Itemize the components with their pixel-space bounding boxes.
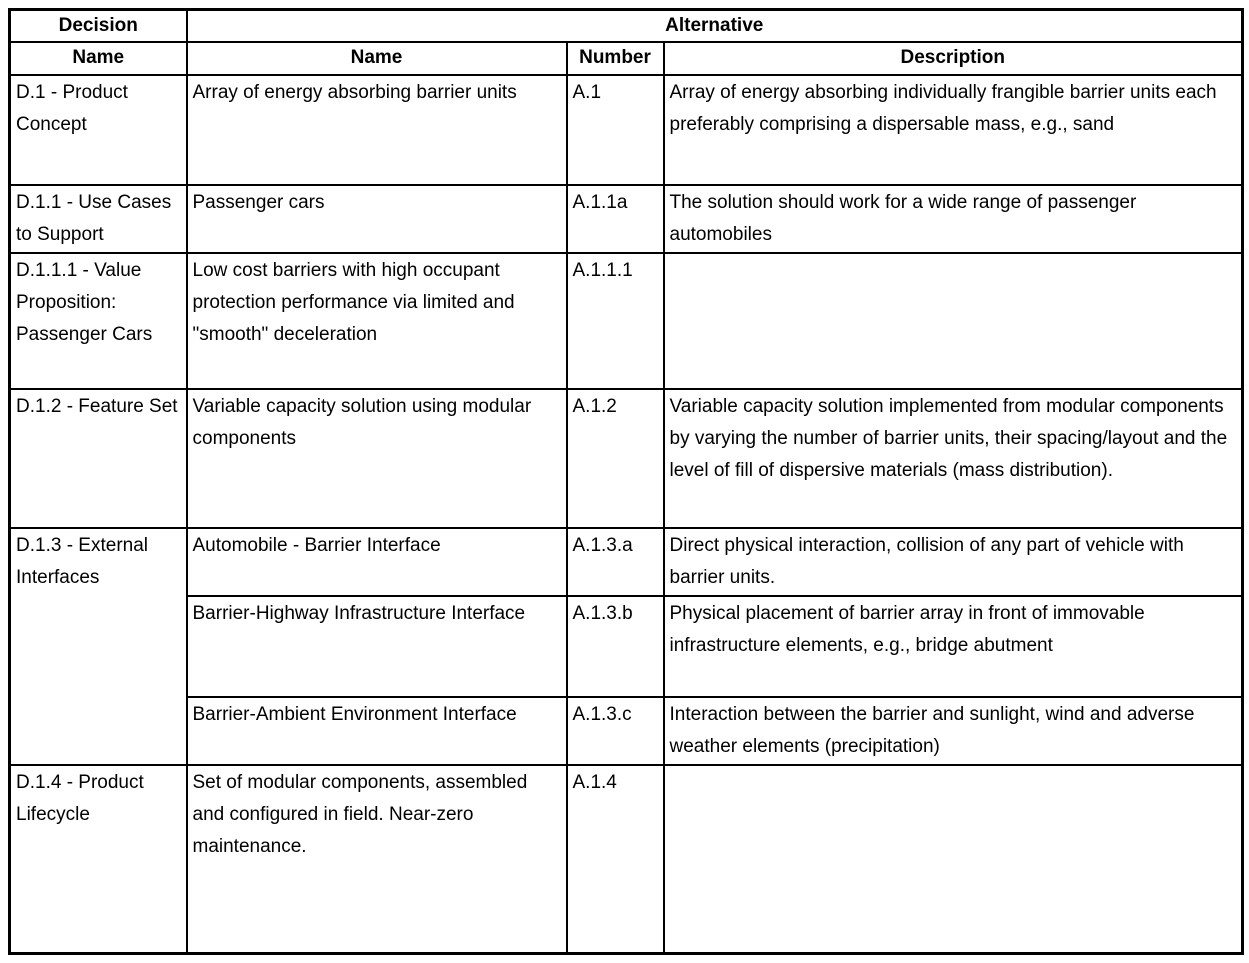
table-row <box>10 765 1243 953</box>
alternative-name-cell: Passenger cars <box>187 185 567 253</box>
alternative-number-cell: A.1.1a <box>567 185 664 253</box>
decision-group-header: Decision <box>10 10 187 43</box>
alternative-number-cell: A.1.2 <box>567 389 664 528</box>
alternative-description-cell <box>664 765 1243 953</box>
alternative-description-cell <box>664 253 1243 389</box>
alternative-description-cell: Variable capacity solution implemented from modular components by varying the number of barrier units, their spacing/layout and the level of fill of dispersive materials (mass distribution). <box>664 389 1243 528</box>
alternative-description-cell: Physical placement of barrier array in front of immovable infrastructure elements, e.g., bridge abutment <box>664 596 1243 697</box>
table-row <box>10 185 1243 253</box>
table-row <box>10 75 1243 185</box>
alternative-description-cell: Array of energy absorbing individually frangible barrier units each preferably comprising a dispersable mass, e.g., sand <box>664 75 1243 185</box>
alternative-description-column-header: Description <box>664 42 1243 75</box>
decision-cell: D.1.2 - Feature Set <box>10 389 187 528</box>
table-body <box>10 75 1243 953</box>
header-columns-row <box>10 42 1243 75</box>
alternative-description-cell: The solution should work for a wide range of passenger automobiles <box>664 185 1243 253</box>
alternative-name-cell: Automobile - Barrier Interface <box>187 528 567 596</box>
alternative-name-cell: Set of modular components, assembled and configured in field. Near-zero maintenance. <box>187 765 567 953</box>
alternative-number-cell: A.1.3.b <box>567 596 664 697</box>
alternative-number-column-header: Number <box>567 42 664 75</box>
decision-cell: D.1 - Product Concept <box>10 75 187 185</box>
alternative-name-cell: Array of energy absorbing barrier units <box>187 75 567 185</box>
decision-cell: D.1.1 - Use Cases to Support <box>10 185 187 253</box>
decision-alternative-table <box>8 8 1244 955</box>
alternative-group-header: Alternative <box>187 10 1243 43</box>
alternative-name-cell: Variable capacity solution using modular components <box>187 389 567 528</box>
table-row <box>10 253 1243 389</box>
alternative-number-cell: A.1.4 <box>567 765 664 953</box>
alternative-number-cell: A.1.3.a <box>567 528 664 596</box>
alternative-name-column-header: Name <box>187 42 567 75</box>
table-row <box>10 528 1243 596</box>
alternative-name-cell: Low cost barriers with high occupant protection performance via limited and "smooth" deceleration <box>187 253 567 389</box>
alternative-description-cell: Direct physical interaction, collision of any part of vehicle with barrier units. <box>664 528 1243 596</box>
alternative-description-cell: Interaction between the barrier and sunlight, wind and adverse weather elements (precipitation) <box>664 697 1243 765</box>
decision-cell: D.1.4 - Product Lifecycle <box>10 765 187 953</box>
alternative-number-cell: A.1.3.c <box>567 697 664 765</box>
header-group-row <box>10 10 1243 43</box>
decision-cell: D.1.1.1 - Value Proposition: Passenger Cars <box>10 253 187 389</box>
alternative-name-cell: Barrier-Ambient Environment Interface <box>187 697 567 765</box>
decision-name-column-header: Name <box>10 42 187 75</box>
decision-cell: D.1.3 - External Interfaces <box>10 528 187 765</box>
table-row <box>10 596 1243 697</box>
table-row <box>10 697 1243 765</box>
alternative-name-cell: Barrier-Highway Infrastructure Interface <box>187 596 567 697</box>
table-row <box>10 389 1243 528</box>
alternative-number-cell: A.1.1.1 <box>567 253 664 389</box>
table-header <box>10 10 1243 76</box>
alternative-number-cell: A.1 <box>567 75 664 185</box>
